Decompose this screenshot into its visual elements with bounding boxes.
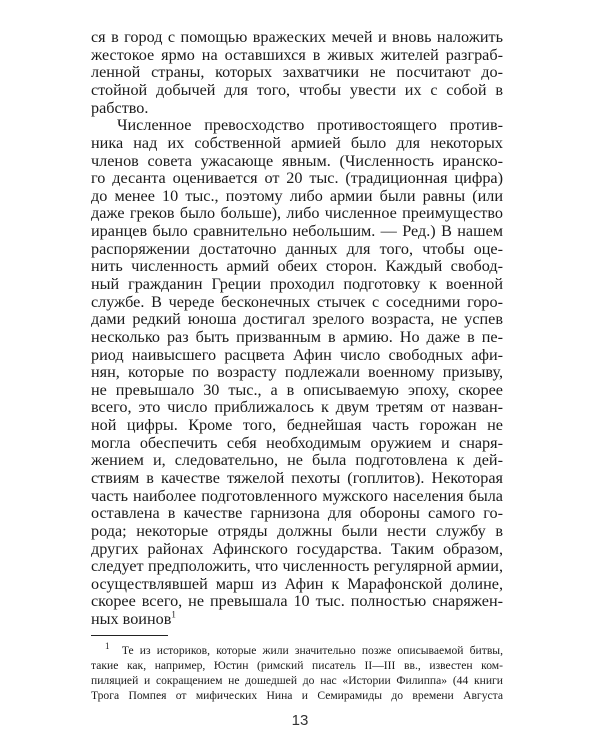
text-line: других районах Афинского государства. Таким образом, xyxy=(91,539,503,558)
text-line: ствиям в качестве тяжелой пехоты (гоплитов). Некоторая xyxy=(91,468,503,487)
text-line: рода; некоторые отряды должны были нести службу в xyxy=(91,521,503,540)
text-line: до менее 10 тыс., поэтому либо армии были равны (или xyxy=(91,186,503,205)
text-line: стойной добычей для того, чтобы увести их с собой в xyxy=(91,80,503,99)
text-line: риод наивысшего расцвета Афин число свободных афи- xyxy=(91,345,503,364)
text-line: осуществлявшей марш из Афин к Марафонской долине, xyxy=(91,574,503,593)
text-line: жением и, следовательно, не была подготовлена к дей- xyxy=(91,451,503,470)
text-line: несколько раз быть призванным в армию. Но даже в пе- xyxy=(91,327,503,346)
text-line: жестокое ярмо на оставшихся в живых жителей разграб- xyxy=(91,45,503,64)
text-line: ся в город с помощью вражеских мечей и вновь наложить xyxy=(91,28,503,46)
text-line: ных воинов$^1$ xyxy=(91,609,176,628)
text-line: рабство. xyxy=(91,98,149,117)
text-line: ный гражданин Греции проходил подготовку к военной xyxy=(91,274,503,293)
text-line: ленной страны, которых захватчики не посчитают до- xyxy=(91,63,503,82)
text-line: иранцев было сравнительно небольшим. — Ред.) В нашем xyxy=(91,222,503,240)
text-line: ника над их собственной армией было для некоторых xyxy=(91,133,503,152)
text-line: го десанта оценивается от 20 тыс. (традиционная цифра) xyxy=(91,169,503,188)
text-line: могла обеспечить себя необходимым оружием и снаря- xyxy=(91,433,503,452)
text-line: нить численность армий обеих сторон. Каждый свобод- xyxy=(91,257,503,276)
footnote-divider xyxy=(91,635,168,636)
footnote-reference[interactable]: 1 xyxy=(171,609,176,620)
text-line: не превышало 30 тыс., а в описываемую эпоху, скорее xyxy=(91,380,503,399)
text-line: нян, которые по возрасту подлежали военному призыву, xyxy=(91,363,503,382)
text-line: всего, это число приближалось к двум третям от назван- xyxy=(91,398,503,417)
footnote-line: $^1$ Те из историков, которые жили значительно позже описываемой битвы, xyxy=(105,641,503,657)
footnote-line: Трога Помпея от мифических Нина и Семирамиды до времени Августа xyxy=(91,689,503,702)
footnote-marker: 1 xyxy=(105,641,110,652)
page-number: 13 xyxy=(291,712,309,729)
text-line: скорее всего, не превышала 10 тыс. полностью снаряжен- xyxy=(91,592,503,611)
text-line: оставлена в качестве гарнизона для обороны самого го- xyxy=(91,504,503,523)
text-line: следует предположить, что численность регулярной армии, xyxy=(91,557,503,576)
footnote-line: такие как, например, Юстин (римский писатель II—III вв., известен ком- xyxy=(91,659,503,672)
text-line: дами редкий юноша достигал зрелого возраста, не успев xyxy=(91,310,503,329)
text-line: распоряжении достаточно данных для того, чтобы оце- xyxy=(91,239,503,258)
text-line: ной цифры. Кроме того, беднейшая часть горожан не xyxy=(91,416,503,434)
text-line: Численное превосходство противостоящего против- xyxy=(117,116,503,135)
text-line: службе. В череде бесконечных стычек с соседними горо- xyxy=(91,292,503,311)
footnote-line: пиляцией и сокращением не дошедшей до нас «Истории Филиппа» (44 книги xyxy=(91,674,503,687)
text-line: даже греков было больше), либо численное преимущество xyxy=(91,204,503,223)
text-line: часть наиболее подготовленного мужского населения была xyxy=(91,486,503,505)
text-line: членов совета ужасающе явным. (Численность иранско- xyxy=(91,151,503,170)
